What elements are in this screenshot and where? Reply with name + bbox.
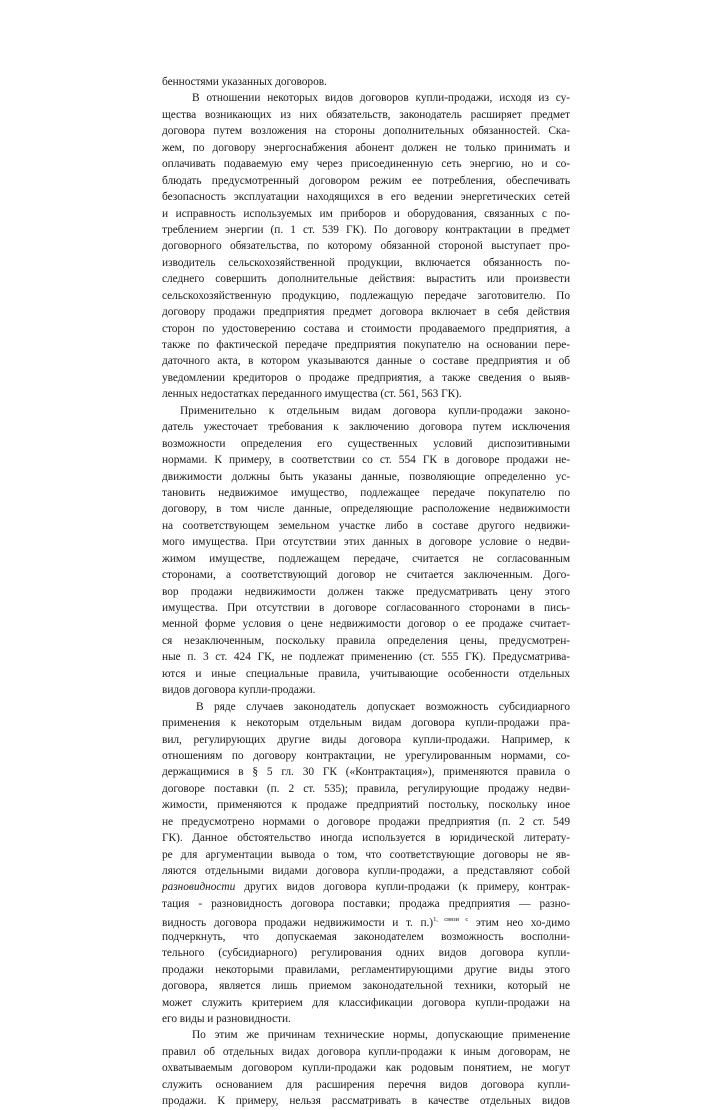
text-line: жимом имуществе, подлежащем передаче, считается не согласованным (162, 552, 570, 565)
text-block-b (162, 896, 570, 912)
text-line: менной форме условия о цене недвижимости договор о ее продаже считает- (162, 618, 570, 631)
text-line: и исправность используемых им приборов и оборудования, связанных с по- (162, 207, 570, 220)
text-line: сельскохозяйственную продукцию, подлежащую передаче заготовителю. По (162, 289, 570, 302)
text-line: подчеркнуть, что допускаемая законодателем возможность восполни- (162, 930, 570, 943)
text-line: договору, в том числе данные, определяющие расположение недвижимости (162, 503, 570, 516)
text-line: ляются отдельными видами договора купли-продажи, а представляют собой (162, 865, 570, 877)
text-line: ленных недостатках переданного имущества (ст. 561, 563 ГК). (162, 388, 462, 401)
text-line: продажи. К примеру, нельзя рассматривать в качестве отдельных видов (162, 1095, 570, 1108)
text-line: возможности определения его существенных условий диспозитивными (162, 437, 570, 450)
text-line: Применительно к отдельным видам договора купли-продажи законо- (180, 404, 570, 417)
text-line: вил, регулирующих другие виды договора купли-продажи. Например, к (162, 733, 570, 746)
text-line: треблением энергии (п. 1 ст. 539 ГК). По договору контрактации в предмет (162, 223, 570, 236)
text-line: следнего совершить дополнительные действия: вырастить или произвести (162, 273, 570, 286)
text-line: тация - разновидность договора поставки; продажа предприятия — разно- (162, 897, 570, 910)
footnote-marker: 1, связи с (433, 916, 469, 924)
text-line: на соответствующем земельном участке либо в составе другого недвижи- (162, 519, 570, 532)
text-line: ся незаключенным, поскольку правила определения цены, предусмотрен- (162, 634, 570, 647)
text-line: бенностями указанных договоров. (162, 76, 327, 88)
text-line: договора путем возложения на стороны дополнительных обязанностей. Ска- (162, 125, 570, 138)
text-line: договора, является лишь приемом законодательной техники, который не (162, 980, 570, 993)
document-page (162, 74, 570, 1110)
text-line: безопасность эксплуатации находящихся в его ведении энергетических сетей (162, 191, 570, 204)
text-line: По этим же причинам технические нормы, допускающие применение (192, 1029, 570, 1042)
text-line: ре для аргументации вывода о том, что соответствующие договоры не яв- (162, 848, 570, 861)
text-line: также по фактической передаче предприятия покупателю на основании пере- (162, 339, 570, 351)
text-line: имущества. При отсутствии в договоре согласованного сторонами в пись- (162, 602, 570, 614)
text-line: жимости, применяются к продаже предприятий постольку, поскольку иное (162, 799, 570, 812)
text-line: В ряде случаев законодатель допускает возможность субсидиарного (196, 700, 570, 713)
text-line: разновидности других видов договора купли-продажи (к примеру, контрак- (162, 881, 570, 894)
text-line: изводитель сельскохозяйственной продукции, включается обязанность по- (162, 256, 570, 269)
text-line: договору продажи предприятия предмет договора включает в себя действия (162, 306, 570, 319)
text-line: держащимися в § 5 гл. 30 ГК («Контрактация»), применяются правила о (162, 766, 570, 779)
text-line: договорного обязательства, по которому обязанной стороной выступает про- (162, 240, 570, 253)
text-line: жем, по договору энергоснабжения абонент должен не только принимать и (162, 141, 570, 154)
text-line: щества возникающих из них обязательств, законодатель расширяет предмет (162, 108, 570, 121)
text-line: даточного акта, в котором указываются данные о составе предприятия и об (162, 355, 570, 368)
text-line: отношениям по договору контрактации, не урегулированным нормами, со- (162, 749, 570, 762)
text-line: продажи некоторыми правилами, регламентирующими другие виды этого (162, 963, 570, 976)
text-line: не предусмотрено нормами о договоре продажи предприятия (п. 2 ст. 549 (162, 815, 570, 828)
text-line: блюдать предусмотренный договором режим ее потребления, обеспечивать (162, 174, 570, 187)
text-line: тельного (субсидиарного) регулирования одних видов договора купли- (162, 947, 570, 960)
text-line: ГК). Данное обстоятельство иногда используется в юридической литерату- (162, 832, 570, 845)
text-line: датель ужесточает требования к заключению договора путем исключения (162, 421, 570, 434)
text-line: договоре поставки (п. 2 ст. 535); правила, регулирующие продажу недви- (162, 782, 570, 795)
text-line: сторон по удостоверению состава и стоимости продаваемого предприятия, а (162, 322, 570, 335)
text-line: может служить критерием для классификации договора купли-продажи на (162, 996, 570, 1009)
text-line: движимости должны быть указаны данные, позволяющие определенно ус- (162, 470, 570, 483)
text-line: сторонами, а соответствующий договор не считается заключенным. Дого- (162, 569, 570, 582)
text-block-a (162, 74, 570, 879)
emphasis-text: разновидности (162, 881, 236, 894)
text-line: ются и иные специальные правила, учитывающие особенности отдельных (162, 667, 570, 680)
text-line: правил об отдельных видах договора купли-продажи к иным договорам, не (162, 1045, 570, 1058)
text-line: оплачивать подаваемую ему через присоединенную сеть энергию, но и со- (162, 158, 570, 171)
text-line: вор продажи недвижимости должен также предусматривать цену этого (162, 585, 570, 598)
text-line: его виды и разновидности. (162, 1012, 291, 1025)
text-line: охватываемым договором купли-продажи как родовым понятием, не могут (162, 1062, 570, 1075)
text-line: служить основанием для расширения перечня видов договора купли- (162, 1078, 570, 1091)
text-line: видность договора продажи недвижимости и т. п.)$^{1, связи с}$ этим нео хо-димо (162, 916, 570, 930)
text-line: нормами. К примеру, в соответствии со ст. 554 ГК в договоре продажи не- (162, 454, 570, 467)
text-line: В отношении некоторых видов договоров купли-продажи, исходя из су- (192, 92, 570, 105)
text-line: тановить недвижимое имущество, подлежащее передаче покупателю по (162, 486, 570, 499)
text-line: уведомлении кредиторов о продаже предприятия, а также сведения о выяв- (162, 371, 570, 384)
text-line: видов договора купли-продажи. (162, 684, 316, 697)
text-line: мого имущества. При отсутствии этих данных в договоре условие о недви- (162, 536, 570, 549)
text-block-c (162, 929, 570, 1110)
text-line: ные п. 3 ст. 424 ГК, не подлежат применению (ст. 555 ГК). Предусматрива- (162, 651, 570, 664)
text-line: применения к некоторым отдельным видам договора купли-продажи пра- (162, 717, 570, 730)
